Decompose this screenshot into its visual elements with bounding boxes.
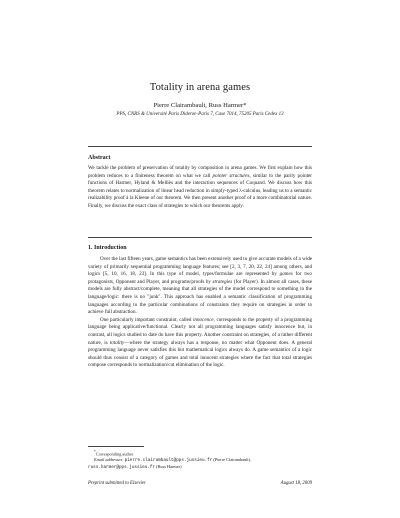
intro-p2-text-c: —where the strategy always has a response, no matter what Opponent does. A general programming language never satisfies this but mathematical logics always do. A game semantics of a logic should thus consist of a category of games and total innocent strategies where the fact that total strategies compose corresponds to normalization/cut elimination of the logic. [88,339,312,369]
abstract-text-2: , similar to the parity pointer functions of Harmer, Hyland & Melliès and the interaction sequences of Coquand. We discuss how this theorem relates to normalization of linear head reduction in simply-typed λ-calculus, leading us to a semantic realizability proof à la Kleene of our theorem. We then present another proof of a more combinatorial nature. Finally, we discuss the exact class of strategies to which our theorems apply. [88,172,312,209]
intro-term-totality: totality [109,339,125,346]
abstract-term-pointer-structures: pointer structures [212,172,250,179]
section-heading-introduction: 1. Introduction [88,245,127,251]
footnote-name-2: (Russ Harmer) [156,464,182,470]
footnote-email-1[interactable]: pierre.clairambault@pps.jussieu.fr [124,458,213,464]
abstract-body [88,165,312,211]
intro-p2-text-a: One particularly important constraint, called [100,316,192,323]
footnote-name-1: (Pierre Clairambault), [213,457,252,463]
footer-date: August 18, 2009 [280,481,312,486]
intro-p1-text-b: for two protagonists, Opponent and Player, and programs/proofs by [88,271,312,285]
intro-term-innocence: innocence [193,316,214,323]
footnote-marker: * [94,450,96,454]
footnote-emails-cont [88,464,312,471]
paper-affiliation: PPS, CNRS & Université Paris Diderot–Paris 7, Case 7014, 75205 Paris Cedex 13 [116,112,284,117]
footnote-email-2[interactable]: russ.harmer@pps.jussieu.fr [88,465,156,471]
intro-term-strategies: strategies [212,278,233,285]
intro-paragraph-1 [88,256,312,317]
footnote [88,449,312,471]
footnote-emails [88,457,312,464]
page-footer [88,481,312,486]
intro-paragraph-2 [88,317,312,370]
abstract-bottom-rule [88,237,312,238]
intro-p1-text-a: Over the last fifteen years, game semantics has been extensively used to give accurate models of a wide variety of primarily sequential programming language features; see [2, 3, 7, 20, 22, 24] among others, and logics [5, 10, 16, 18, 23]. In this type of model, types/formulae are represented by [88,256,312,278]
intro-term-games: games [279,271,293,278]
footnote-rule [88,446,144,447]
paper-title: Totality in arena games [149,82,251,93]
footer-preprint: Preprint submitted to Elsevier [88,481,146,486]
intro-p2-text-b: , corresponds to the property of a programming language being applicative/functional. Clearly not all programming languages satisfy innocence but, in contrast, all logics studied to date do have this property. Another constraint on strategies, of a rather different nature, is [88,316,312,346]
intro-p1-text-c: (for Player). In almost all cases, these models are fully abstract/complete, meaning that all strategies of the model correspond to something in the language/logic: there is no "junk". This approach has enabled a semantic classification of programming languages according to the particular combinations of constraints they require on strategies in order to achieve full abstraction. [88,278,312,316]
introduction-body [88,256,312,370]
paper-authors: Pierre Clairambault, Russ Harmer* [153,102,247,109]
footnote-corresponding [88,449,312,457]
abstract-text-1: We tackle the problem of preservation of totality by composition in arena games. We first explain how this problem reduces to a finiteness theorem on what we call [88,165,312,179]
footnote-email-label: Email addresses: [94,457,124,463]
abstract-heading: Abstract [88,155,111,161]
footnote-label: Corresponding author [95,451,134,457]
abstract-top-rule [88,146,312,147]
